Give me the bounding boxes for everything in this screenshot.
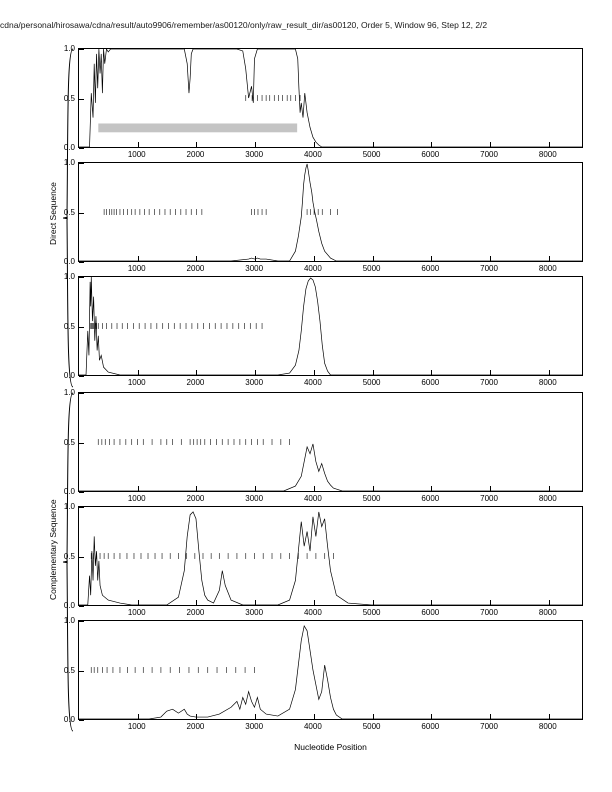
y-tick-label: 0.0 bbox=[63, 601, 75, 610]
y-tick-mark bbox=[79, 148, 84, 149]
x-tick-mark bbox=[255, 370, 256, 375]
x-tick-mark bbox=[490, 600, 491, 605]
x-tick-label: 4000 bbox=[303, 494, 322, 503]
x-tick-label: 2000 bbox=[186, 378, 205, 387]
series-canvas-complementary-frame-2 bbox=[79, 507, 582, 605]
x-tick-mark bbox=[314, 256, 315, 261]
x-tick-label: 2000 bbox=[186, 722, 205, 731]
x-tick-label: 8000 bbox=[538, 722, 557, 731]
x-tick-label: 6000 bbox=[421, 494, 440, 503]
x-tick-label: 2000 bbox=[186, 150, 205, 159]
y-tick-label: 0.0 bbox=[63, 715, 75, 724]
x-tick-label: 7000 bbox=[480, 722, 498, 731]
x-tick-mark bbox=[138, 486, 139, 491]
y-tick-mark bbox=[79, 507, 84, 508]
x-tick-mark bbox=[138, 600, 139, 605]
y-tick-label: 0.5 bbox=[63, 94, 75, 103]
chart-panel-complementary-frame-2 bbox=[63, 502, 583, 624]
x-tick-mark bbox=[490, 486, 491, 491]
x-tick-mark bbox=[549, 256, 550, 261]
y-tick-mark bbox=[79, 720, 84, 721]
x-tick-mark bbox=[373, 600, 374, 605]
x-tick-mark bbox=[196, 142, 197, 147]
x-tick-label: 8000 bbox=[538, 608, 557, 617]
x-tick-label: 1000 bbox=[127, 494, 146, 503]
x-tick-mark bbox=[138, 370, 139, 375]
series-canvas-complementary-frame-1 bbox=[79, 393, 582, 491]
y-tick-mark bbox=[79, 443, 84, 444]
y-tick-mark bbox=[79, 277, 84, 278]
x-tick-label: 4000 bbox=[303, 150, 322, 159]
x-tick-label: 4000 bbox=[303, 722, 322, 731]
x-tick-label: 1000 bbox=[127, 378, 146, 387]
x-tick-mark bbox=[196, 256, 197, 261]
x-tick-mark bbox=[314, 486, 315, 491]
y-tick-label: 1.0 bbox=[63, 272, 75, 281]
x-tick-label: 3000 bbox=[245, 722, 264, 731]
x-tick-mark bbox=[431, 600, 432, 605]
x-tick-label: 2000 bbox=[186, 494, 205, 503]
x-tick-mark bbox=[314, 600, 315, 605]
x-tick-label: 3000 bbox=[245, 494, 264, 503]
x-tick-label: 2000 bbox=[186, 264, 205, 273]
x-tick-label: 7000 bbox=[480, 150, 498, 159]
x-tick-label: 3000 bbox=[245, 150, 264, 159]
x-tick-mark bbox=[373, 714, 374, 719]
y-tick-mark bbox=[79, 671, 84, 672]
x-tick-label: 8000 bbox=[538, 494, 557, 503]
x-tick-label: 3000 bbox=[245, 264, 264, 273]
x-tick-mark bbox=[196, 370, 197, 375]
x-tick-label: 7000 bbox=[480, 378, 498, 387]
y-tick-label: 1.0 bbox=[63, 158, 75, 167]
y-tick-label: 0.0 bbox=[63, 257, 75, 266]
plot-area-complementary-frame-3 bbox=[63, 616, 583, 724]
y-tick-mark bbox=[79, 213, 84, 214]
y-tick-mark bbox=[79, 393, 84, 394]
y-tick-mark bbox=[79, 621, 84, 622]
x-tick-label: 8000 bbox=[538, 378, 557, 387]
x-tick-mark bbox=[255, 600, 256, 605]
x-tick-label: 6000 bbox=[421, 378, 440, 387]
x-tick-mark bbox=[490, 370, 491, 375]
x-tick-mark bbox=[549, 486, 550, 491]
x-tick-mark bbox=[549, 370, 550, 375]
series-canvas-direct-frame-1 bbox=[79, 49, 582, 147]
x-tick-label: 1000 bbox=[127, 722, 146, 731]
plot-area-direct-frame-3 bbox=[63, 272, 583, 380]
x-tick-mark bbox=[255, 256, 256, 261]
x-tick-mark bbox=[549, 714, 550, 719]
y-tick-label: 1.0 bbox=[63, 44, 75, 53]
x-tick-label: 1000 bbox=[127, 264, 146, 273]
x-tick-mark bbox=[138, 256, 139, 261]
y-tick-mark bbox=[79, 557, 84, 558]
y-tick-label: 0.5 bbox=[63, 322, 75, 331]
x-tick-label: 6000 bbox=[421, 722, 440, 731]
y-axis-title-complementary: Complementary Sequence bbox=[48, 499, 58, 600]
x-tick-mark bbox=[373, 142, 374, 147]
chart-panel-complementary-frame-3 bbox=[63, 616, 583, 738]
series-canvas-direct-frame-2 bbox=[79, 163, 582, 261]
y-tick-mark bbox=[79, 327, 84, 328]
x-tick-label: 7000 bbox=[480, 264, 498, 273]
x-tick-label: 1000 bbox=[127, 608, 146, 617]
x-tick-mark bbox=[431, 714, 432, 719]
y-tick-label: 1.0 bbox=[63, 616, 75, 625]
x-tick-label: 5000 bbox=[362, 378, 381, 387]
x-tick-label: 7000 bbox=[480, 608, 498, 617]
plot-area-complementary-frame-2 bbox=[63, 502, 583, 610]
x-tick-mark bbox=[373, 256, 374, 261]
y-tick-label: 0.0 bbox=[63, 487, 75, 496]
x-tick-mark bbox=[255, 714, 256, 719]
page-title: cdna/personal/hirosawa/cdna/result/auto9906/remember/as00120/only/raw_result_dir/as00120, Order 5, Window 96, Step 12, 2/2 bbox=[0, 20, 488, 30]
data-trace bbox=[79, 277, 582, 375]
chart-panel-complementary-frame-1 bbox=[63, 388, 583, 510]
x-tick-label: 7000 bbox=[480, 494, 498, 503]
x-tick-mark bbox=[549, 142, 550, 147]
y-tick-label: 0.5 bbox=[63, 438, 75, 447]
y-tick-mark bbox=[79, 492, 84, 493]
y-tick-label: 1.0 bbox=[63, 502, 75, 511]
y-tick-label: 0.5 bbox=[63, 552, 75, 561]
x-tick-label: 4000 bbox=[303, 608, 322, 617]
x-tick-label: 4000 bbox=[303, 264, 322, 273]
x-tick-label: 3000 bbox=[245, 608, 264, 617]
highlight-bar bbox=[98, 123, 297, 132]
x-tick-mark bbox=[490, 256, 491, 261]
x-tick-label: 5000 bbox=[362, 608, 381, 617]
x-tick-label: 2000 bbox=[186, 608, 205, 617]
x-tick-mark bbox=[431, 256, 432, 261]
y-tick-mark bbox=[79, 606, 84, 607]
y-tick-mark bbox=[79, 163, 84, 164]
x-tick-label: 6000 bbox=[421, 150, 440, 159]
x-tick-mark bbox=[255, 486, 256, 491]
x-tick-mark bbox=[255, 142, 256, 147]
x-tick-mark bbox=[431, 142, 432, 147]
chart-panel-direct-frame-1 bbox=[63, 44, 583, 166]
x-tick-mark bbox=[490, 714, 491, 719]
plot-area-complementary-frame-1 bbox=[63, 388, 583, 496]
y-tick-label: 0.0 bbox=[63, 143, 75, 152]
y-tick-mark bbox=[79, 49, 84, 50]
x-tick-mark bbox=[196, 486, 197, 491]
x-tick-mark bbox=[314, 142, 315, 147]
x-tick-mark bbox=[314, 370, 315, 375]
x-tick-label: 6000 bbox=[421, 264, 440, 273]
y-tick-mark bbox=[79, 376, 84, 377]
x-tick-mark bbox=[196, 600, 197, 605]
y-tick-label: 0.0 bbox=[63, 371, 75, 380]
x-tick-label: 4000 bbox=[303, 378, 322, 387]
series-canvas-direct-frame-3 bbox=[79, 277, 582, 375]
x-tick-label: 5000 bbox=[362, 494, 381, 503]
x-axis-title: Nucleotide Position bbox=[294, 742, 367, 752]
x-tick-mark bbox=[138, 142, 139, 147]
data-trace bbox=[79, 626, 582, 719]
x-tick-label: 6000 bbox=[421, 608, 440, 617]
x-tick-mark bbox=[196, 714, 197, 719]
x-tick-label: 5000 bbox=[362, 150, 381, 159]
x-tick-mark bbox=[431, 370, 432, 375]
data-trace bbox=[79, 512, 582, 605]
x-tick-label: 8000 bbox=[538, 150, 557, 159]
y-axis-title-direct: Direct Sequence bbox=[48, 182, 58, 245]
series-canvas-complementary-frame-3 bbox=[79, 621, 582, 719]
x-tick-label: 3000 bbox=[245, 378, 264, 387]
data-trace bbox=[79, 444, 582, 491]
y-tick-label: 0.5 bbox=[63, 666, 75, 675]
plot-area-direct-frame-1 bbox=[63, 44, 583, 152]
plot-area-direct-frame-2 bbox=[63, 158, 583, 266]
chart-panel-direct-frame-3 bbox=[63, 272, 583, 394]
x-tick-label: 5000 bbox=[362, 722, 381, 731]
y-tick-label: 1.0 bbox=[63, 388, 75, 397]
x-tick-mark bbox=[138, 714, 139, 719]
x-tick-mark bbox=[490, 142, 491, 147]
x-tick-mark bbox=[431, 486, 432, 491]
x-tick-label: 5000 bbox=[362, 264, 381, 273]
x-tick-mark bbox=[549, 600, 550, 605]
y-tick-mark bbox=[79, 99, 84, 100]
x-tick-label: 1000 bbox=[127, 150, 146, 159]
x-tick-mark bbox=[373, 486, 374, 491]
x-tick-label: 8000 bbox=[538, 264, 557, 273]
x-tick-mark bbox=[314, 714, 315, 719]
x-tick-mark bbox=[373, 370, 374, 375]
y-tick-mark bbox=[79, 262, 84, 263]
chart-panel-direct-frame-2 bbox=[63, 158, 583, 280]
y-tick-label: 0.5 bbox=[63, 208, 75, 217]
